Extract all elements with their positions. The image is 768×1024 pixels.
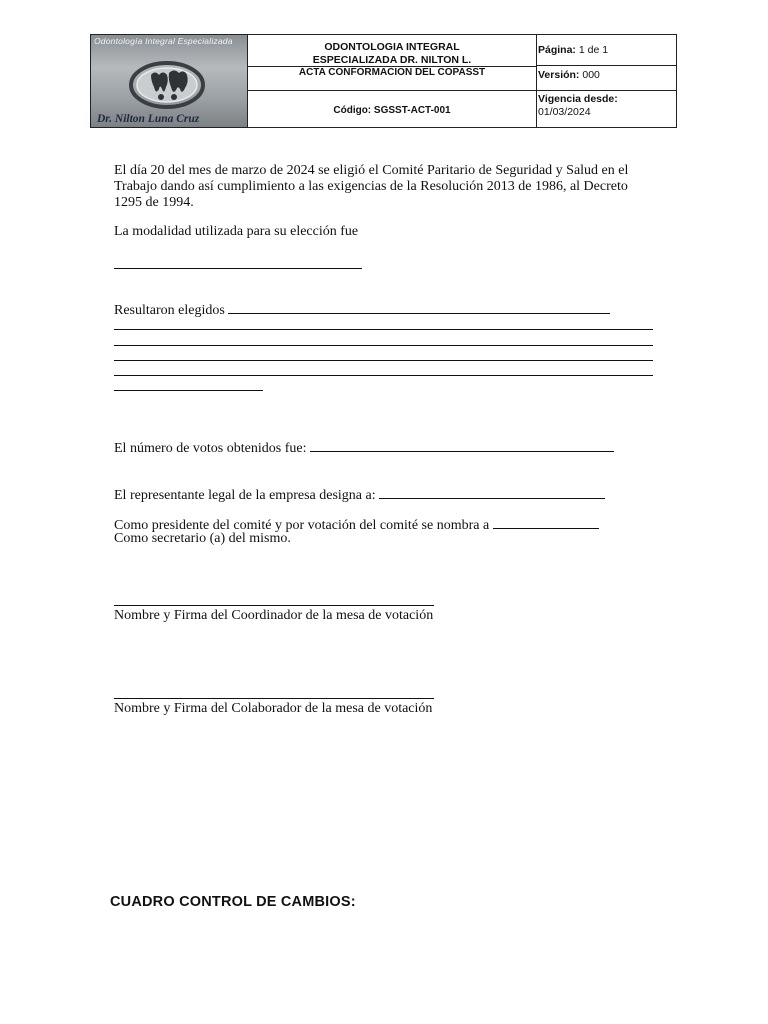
intro-paragraph: El día 20 del mes de marzo de 2024 se eligió el Comité Paritario de Seguridad y Salud en el Trabajo dando así cumplimiento a las exigencias de la Resolución 2013 de 1986, al Decreto 1295 de 1994. [114, 163, 629, 210]
tooth-emblem-icon [127, 57, 207, 113]
presidente-blank-line[interactable] [493, 516, 599, 529]
header-meta-cell [537, 35, 676, 127]
secretario-label: Como secretario (a) del mismo. [114, 531, 291, 546]
company-name-line1: ODONTOLOGIA INTEGRAL [324, 41, 460, 53]
elegidos-line [114, 301, 659, 319]
elegidos-blank-line[interactable] [114, 345, 653, 346]
firma-coordinador-label: Nombre y Firma del Coordinador de la mesa de votación [114, 608, 434, 623]
page-info [537, 44, 676, 56]
representante-line [114, 486, 659, 504]
modalidad-blank-line[interactable] [114, 268, 362, 269]
vigencia-date: 01/03/2024 [538, 106, 591, 118]
presidente-label: Como presidente del comité y por votación del comité se nombra a [114, 518, 490, 533]
version-info [537, 69, 676, 81]
elegidos-label: Resultaron elegidos [114, 303, 225, 318]
signature-line-colaborador[interactable] [114, 698, 434, 699]
votos-blank-line[interactable] [310, 439, 614, 452]
page-label: Página: [538, 44, 576, 56]
document-code: Código: SGSST-ACT-001 [333, 105, 451, 116]
vigencia-label: Vigencia desde: [538, 93, 618, 105]
company-name [248, 41, 536, 67]
logo-top-text: Odontología Integral Especializada [94, 36, 233, 46]
header-title-cell [247, 35, 537, 127]
page-value: 1 de 1 [578, 44, 609, 56]
version-label: Versión: [538, 69, 580, 81]
header-divider [537, 90, 676, 91]
logo-bottom-text: Dr. Nilton Luna Cruz [97, 113, 200, 125]
elegidos-blank-line[interactable] [114, 375, 653, 376]
change-control-title: CUADRO CONTROL DE CAMBIOS: [110, 894, 356, 910]
votos-label: El número de votos obtenidos fue: [114, 441, 307, 456]
header-divider [248, 90, 536, 91]
vigencia-info [537, 93, 676, 105]
representante-blank-line[interactable] [379, 486, 605, 499]
elegidos-blank-line[interactable] [114, 360, 653, 361]
elegidos-blank-line[interactable] [228, 301, 610, 314]
elegidos-blank-line[interactable] [114, 390, 263, 391]
firma-colaborador-label: Nombre y Firma del Colaborador de la mesa de votación [114, 701, 433, 716]
header-divider [537, 65, 676, 66]
elegidos-blank-line[interactable] [114, 329, 653, 330]
company-name-line2: ESPECIALIZADA DR. NILTON L. [312, 54, 472, 66]
version-value: 000 [582, 69, 600, 81]
modalidad-label: La modalidad utilizada para su elección fue [114, 224, 359, 239]
document-title: ACTA CONFORMACION DEL COPASST [298, 67, 486, 78]
signature-line-coordinador[interactable] [114, 605, 434, 606]
company-logo [91, 35, 247, 127]
representante-label: El representante legal de la empresa designa a: [114, 488, 376, 503]
votos-line [114, 439, 659, 457]
document-header [90, 34, 677, 128]
